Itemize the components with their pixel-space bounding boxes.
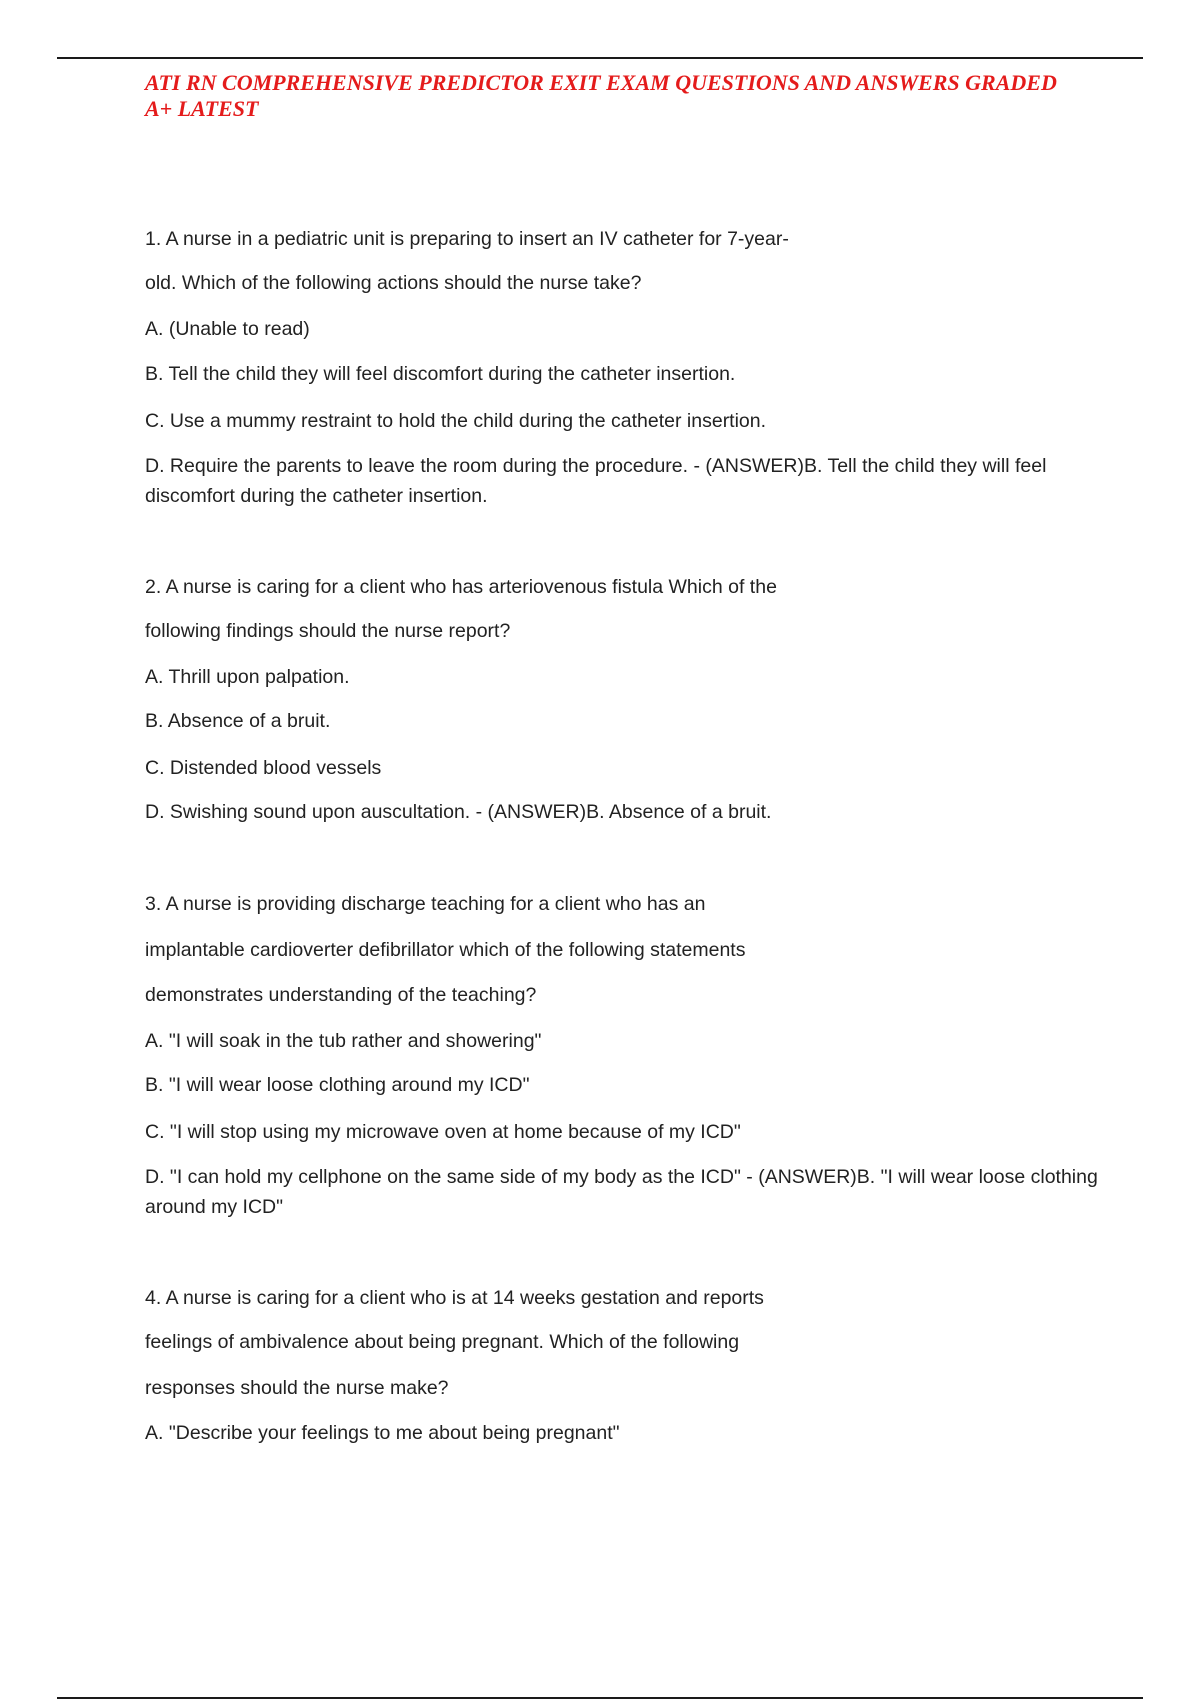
question-3-option-a: A. "I will soak in the tub rather and showering" [145, 1030, 542, 1052]
question-2-stem-line-2: following findings should the nurse report? [145, 620, 511, 642]
question-2-option-d-answer: D. Swishing sound upon auscultation. - (ANSWER)B. Absence of a bruit. [145, 801, 772, 823]
question-2-option-c: C. Distended blood vessels [145, 757, 382, 779]
question-1-stem-line-1: 1. A nurse in a pediatric unit is preparing to insert an IV catheter for 7-year- [145, 228, 789, 250]
question-3-option-c: C. "I will stop using my microwave oven at home because of my ICD" [145, 1121, 741, 1143]
question-3-stem-line-1: 3. A nurse is providing discharge teaching for a client who has an [145, 893, 706, 915]
question-4-option-a: A. "Describe your feelings to me about being pregnant" [145, 1422, 620, 1444]
question-3-stem-line-3: demonstrates understanding of the teaching? [145, 984, 537, 1006]
question-3-option-d-answer: D. "I can hold my cellphone on the same side of my body as the ICD" - (ANSWER)B. "I will wear loose clothing around my ICD" [145, 1166, 1098, 1218]
question-3-stem-line-2: implantable cardioverter defibrillator which of the following statements [145, 939, 746, 961]
question-1-option-a: A. (Unable to read) [145, 318, 310, 340]
question-3-option-b: B. "I will wear loose clothing around my ICD" [145, 1074, 530, 1096]
question-4-stem-line-2: feelings of ambivalence about being pregnant. Which of the following [145, 1331, 740, 1353]
question-2-stem-line-1: 2. A nurse is caring for a client who has arteriovenous fistula Which of the [145, 576, 777, 598]
document-title-line-1: ATI RN COMPREHENSIVE PREDICTOR EXIT EXAM QUESTIONS AND ANSWERS GRADED [145, 70, 1057, 95]
question-1-option-d-answer: D. Require the parents to leave the room during the procedure. - (ANSWER)B. Tell the child they will feel discomfort during the catheter insertion. [145, 455, 1047, 507]
question-2-option-a: A. Thrill upon palpation. [145, 666, 350, 688]
question-1-option-b: B. Tell the child they will feel discomfort during the catheter insertion. [145, 363, 736, 385]
question-1-option-c: C. Use a mummy restraint to hold the child during the catheter insertion. [145, 410, 767, 432]
footer-rule [57, 1697, 1143, 1699]
question-2-option-b: B. Absence of a bruit. [145, 710, 331, 732]
question-4-stem-line-3: responses should the nurse make? [145, 1377, 449, 1399]
question-4-stem-line-1: 4. A nurse is caring for a client who is at 14 weeks gestation and reports [145, 1287, 764, 1309]
document-title [145, 70, 1105, 122]
header-rule [57, 57, 1143, 59]
document-title-line-2: A+ LATEST [145, 96, 259, 121]
question-1-stem-line-2: old. Which of the following actions should the nurse take? [145, 272, 642, 294]
